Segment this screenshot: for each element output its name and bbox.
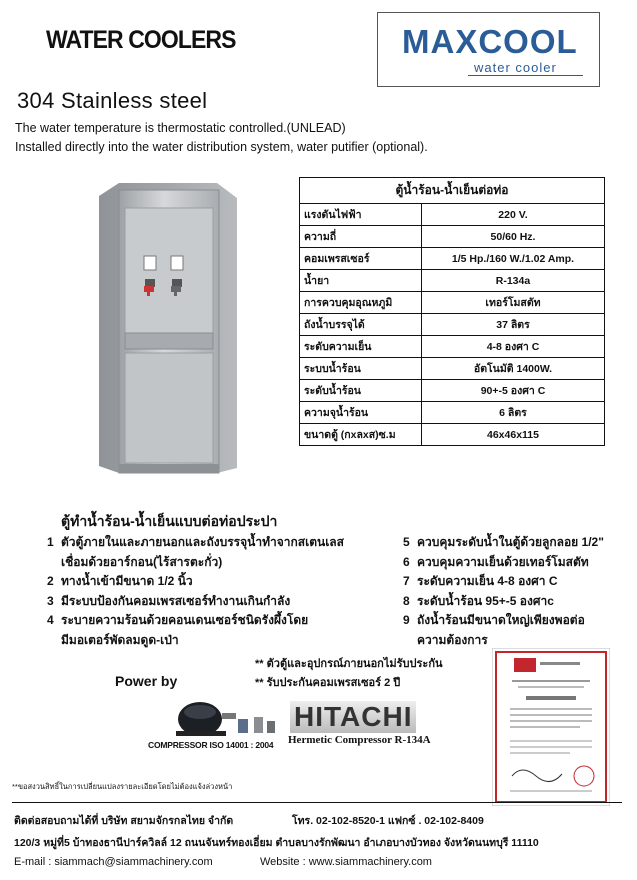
spec-value: 4-8 องศา C <box>422 336 605 358</box>
list-item <box>47 592 367 612</box>
warranty-note: ** รับประกันคอมเพรสเซอร์ 2 ปี <box>255 677 401 689</box>
table-row <box>300 270 605 292</box>
item-text: ระดับความเย็น 4-8 องศา C <box>417 574 558 588</box>
contact-online <box>14 856 432 868</box>
item-number: 6 <box>403 554 410 569</box>
item-number: 9 <box>403 613 410 627</box>
contact-address: 120/3 หมู่ที่5 บ้าทองธานีปาร์ควิลล์ 12 ถนนจันทร์ทองเอี่ยม ตำบลบางรักพัฒนา อำเภอบางบัวทอง จังหวัดนนทบุรี 11110 <box>14 837 539 849</box>
spec-key: ระบบน้ำร้อน <box>300 358 422 380</box>
certificate-image <box>492 648 610 806</box>
item-number: 3 <box>47 593 54 608</box>
item-number: 2 <box>47 574 54 588</box>
phone-fax: โทร. 02-102-8520-1 แฟกซ์ . 02-102-8409 <box>292 815 484 827</box>
spec-key: ขนาดตู้ (กxลxส)ซ.ม <box>300 424 422 446</box>
spec-key: แรงดันไฟฟ้า <box>300 204 422 226</box>
spec-key: ความจุน้ำร้อน <box>300 402 422 424</box>
powered-by-label: Power by <box>115 673 178 689</box>
table-row <box>300 248 605 270</box>
spec-table-heading: ตู้น้ำร้อน-น้ำเย็นต่อท่อ <box>300 178 605 204</box>
table-row <box>300 314 605 336</box>
compressor-image <box>170 697 280 739</box>
spec-key: ถังน้ำบรรจุได้ <box>300 314 422 336</box>
table-row <box>300 358 605 380</box>
item-text: ควบคุมความเย็นด้วยเทอร์โมสตัท <box>417 554 589 569</box>
hermetic-label: Hermetic Compressor R-134A <box>288 734 431 746</box>
list-item <box>47 533 367 553</box>
table-row <box>300 292 605 314</box>
item-number: 4 <box>47 613 54 627</box>
spec-value: 6 ลิตร <box>422 402 605 424</box>
table-row <box>300 424 605 446</box>
features-list-right <box>403 533 633 650</box>
item-text: ระดับน้ำร้อน 95+-5 องศาc <box>417 593 554 608</box>
list-item <box>403 553 633 573</box>
item-text: มีมอเตอร์พัดลมดูด-เป่า <box>61 632 179 647</box>
item-text: ถังน้ำร้อนมีขนาดใหญ่เพียงพอต่อ <box>417 613 585 627</box>
features-title: ตู้ทำน้ำร้อน-น้ำเย็นแบบต่อท่อประปา <box>61 513 278 529</box>
table-row <box>300 402 605 424</box>
spec-value: 220 V. <box>422 204 605 226</box>
list-item <box>403 592 633 612</box>
spec-value: อัตโนมัติ 1400W. <box>422 358 605 380</box>
item-number: 5 <box>403 535 410 549</box>
company-name: ติดต่อสอบถามได้ที่ บริษัท สยามจักรกลไทย จำกัด <box>14 815 234 827</box>
page-title: WATER COOLERS <box>46 26 236 54</box>
description-line: The water temperature is thermostatic controlled.(UNLEAD) <box>15 121 346 135</box>
warranty-note: ** ตัวตู้และอุปกรณ์ภายนอกไม่รับประกัน <box>255 658 443 670</box>
spec-value: R-134a <box>422 270 605 292</box>
spec-value: 37 ลิตร <box>422 314 605 336</box>
divider <box>12 802 622 803</box>
brand-logo <box>377 12 600 87</box>
item-number: 8 <box>403 593 410 608</box>
list-item-continuation <box>47 631 367 651</box>
spec-key: คอมเพรสเซอร์ <box>300 248 422 270</box>
spec-value: 46x46x115 <box>422 424 605 446</box>
spec-key: ระดับความเย็น <box>300 336 422 358</box>
website-link[interactable]: Website : www.siammachinery.com <box>260 856 432 868</box>
spec-key: ความถี่ <box>300 226 422 248</box>
list-item <box>403 533 633 553</box>
table-row <box>300 204 605 226</box>
description-line: Installed directly into the water distribution system, water putifier (optional). <box>15 140 428 154</box>
disclaimer-text: **ขอสงวนสิทธิ์ในการเปลี่ยนแปลงรายละเอียดโดยไม่ต้องแจ้งล่วงหน้า <box>12 782 233 791</box>
item-text: ความต้องการ <box>417 632 488 647</box>
email-link[interactable]: E-mail : siammach@siammachinery.com <box>14 856 213 868</box>
list-item <box>47 572 367 592</box>
item-text: ทางน้ำเข้ามีขนาด 1/2 นิ้ว <box>61 574 193 588</box>
item-text: ตัวตู้ภายในและภายนอกและถังบรรจุน้ำทำจากสเตนเลส <box>61 535 344 549</box>
table-row <box>300 226 605 248</box>
spec-table <box>299 177 605 446</box>
item-text: ควบคุมระดับน้ำในตู้ด้วยลูกลอย 1/2" <box>417 535 604 549</box>
table-row <box>300 380 605 402</box>
list-item-continuation <box>47 553 367 573</box>
compressor-label: COMPRESSOR ISO 14001 : 2004 <box>148 740 274 750</box>
logo-main-text: MAXCOOL <box>402 23 578 60</box>
item-text: มีระบบป้องกันคอมเพรสเซอร์ทำงานเกินกำลัง <box>61 593 291 608</box>
item-number: 7 <box>403 574 410 588</box>
material-subtitle: 304 Stainless steel <box>17 88 208 113</box>
spec-value: 1/5 Hp./160 W./1.02 Amp. <box>422 248 605 270</box>
spec-value: 50/60 Hz. <box>422 226 605 248</box>
water-cooler-image <box>99 178 237 478</box>
spec-value: เทอร์โมสตัท <box>422 292 605 314</box>
table-row <box>300 336 605 358</box>
item-text: เชื่อมด้วยอาร์กอน(ไร้สารตะกั่ว) <box>61 554 223 569</box>
item-text: ระบายความร้อนด้วยคอนเดนเซอร์ชนิดรังผึ้งโดย <box>61 613 309 627</box>
spec-value: 90+-5 องศา C <box>422 380 605 402</box>
list-item <box>47 611 367 631</box>
features-list-left <box>47 533 367 650</box>
spec-key: ระดับน้ำร้อน <box>300 380 422 402</box>
hitachi-logo: HITACHI <box>290 701 416 733</box>
spec-key: การควบคุมอุณหภูมิ <box>300 292 422 314</box>
spec-key: น้ำยา <box>300 270 422 292</box>
logo-underline <box>468 75 583 76</box>
contact-company <box>14 812 484 829</box>
logo-sub-text: water cooler <box>474 60 557 75</box>
list-item <box>403 611 633 631</box>
list-item <box>403 572 633 592</box>
item-number: 1 <box>47 535 54 549</box>
